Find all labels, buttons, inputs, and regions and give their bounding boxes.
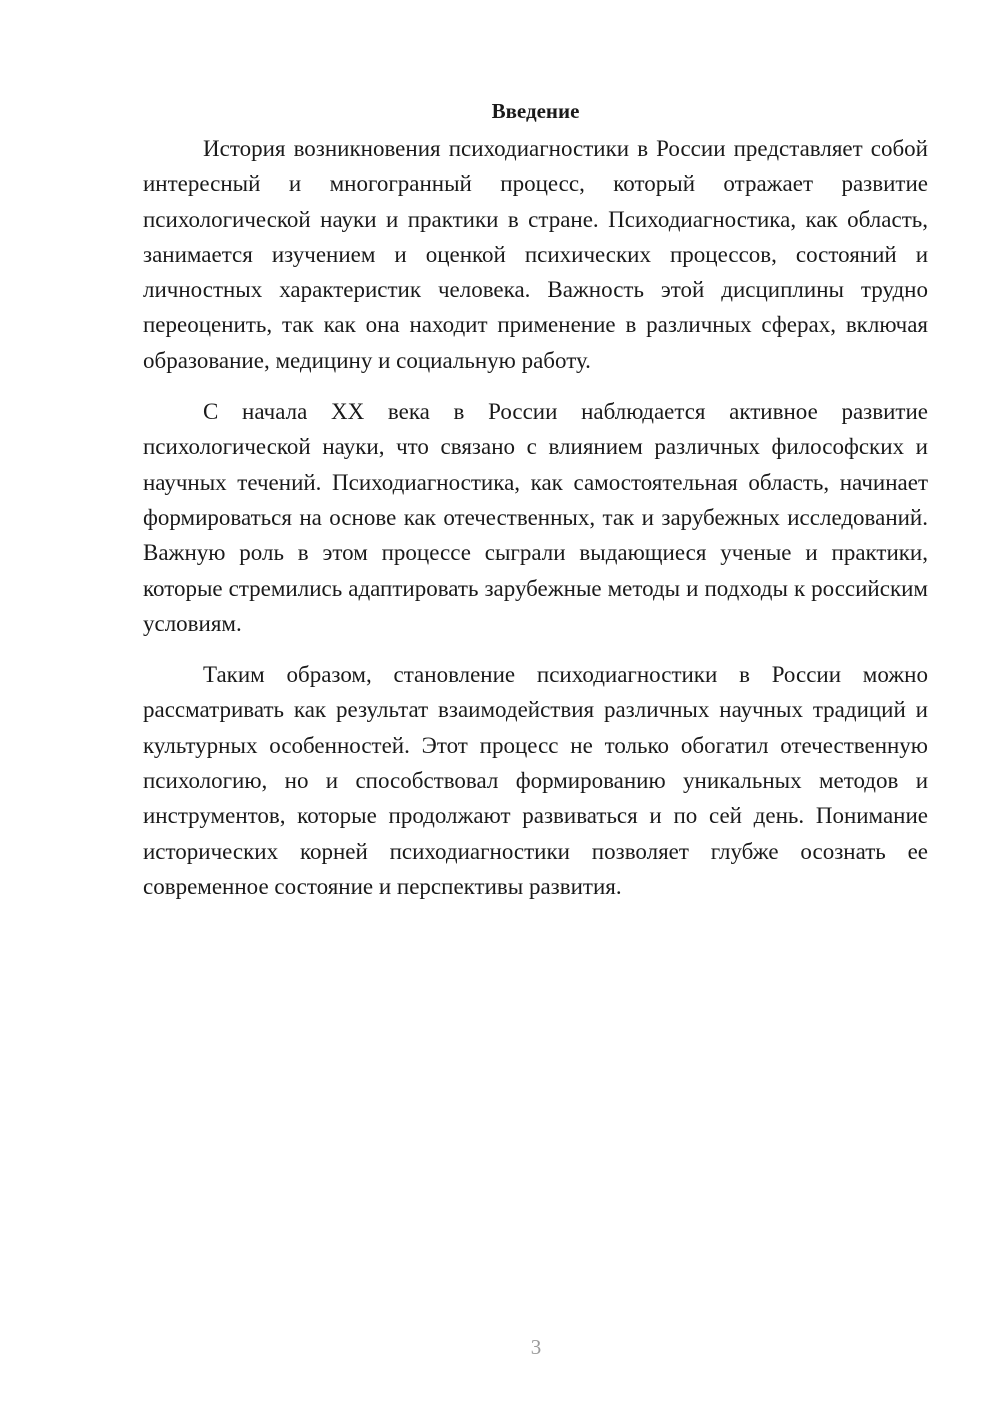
section-heading: Введение: [491, 99, 580, 123]
page-number: 3: [530, 1335, 542, 1359]
page-content: [143, 95, 928, 904]
paragraph-3: Таким образом, становление психодиагностики в России можно рассматривать как результат взаимодействия различных научных традиций и культурных особенностей. Этот процесс не только обогатил отечественную психологию, но и способствовал формированию уникальных методов и инструментов, которые продолжают развиваться и по сей день. Понимание исторических корней психодиагностики позволяет глубже осознать ее современное состояние и перспективы развития.: [143, 662, 928, 899]
paragraph-2: С начала XX века в России наблюдается активное развитие психологической науки, что связано с влиянием различных философских и научных течений. Психодиагностика, как самостоятельная область, начинает формироваться на основе как отечественных, так и зарубежных исследований. Важную роль в этом процессе сыграли выдающиеся ученые и практики, которые стремились адаптировать зарубежные методы и подходы к российским условиям.: [143, 399, 928, 636]
paragraph-1: История возникновения психодиагностики в России представляет собой интересный и многогранный процесс, который отражает развитие психологической науки и практики в стране. Психодиагностика, как область, занимается изучением и оценкой психических процессов, состояний и личностных характеристик человека. Важность этой дисциплины трудно переоценить, так как она находит применение в различных сферах, включая образование, медицину и социальную работу.: [143, 136, 928, 373]
